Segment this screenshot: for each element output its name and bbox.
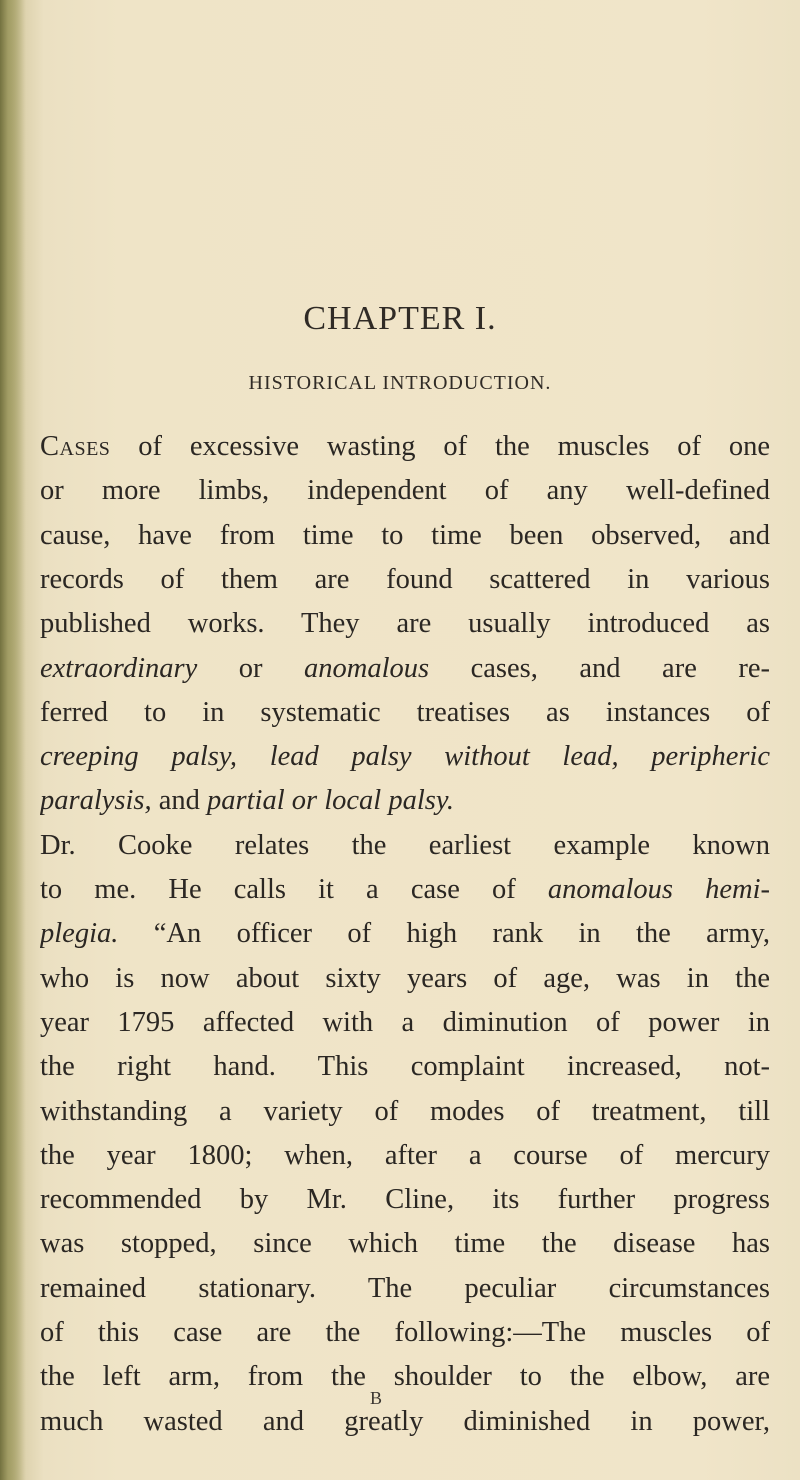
text-span: who is now about sixty years of age, was in the [40,962,770,994]
text-line [40,1001,770,1045]
text-line [40,1222,770,1266]
text-span: ferred to in systematic treatises as instances of [40,696,770,728]
text-line [40,779,770,823]
text-span: plegia. [40,918,119,950]
text-span: anomalous [304,652,430,684]
text-span: much wasted and greatly diminished in power, [40,1405,770,1437]
text-line [40,558,770,602]
text-span: cause, have from time to time been observed, and [40,519,770,551]
text-span: and [151,785,208,817]
text-span: paralysis, [40,785,152,817]
text-span: or [197,652,305,684]
text-line [40,425,770,469]
text-span: anomalous hemi- [547,874,770,905]
text-span: Dr. Cooke relates the earliest example known [40,829,770,861]
text-span: remained stationary. The peculiar circumstances [40,1272,770,1304]
text-span: to me. He calls it a case of [40,874,548,905]
text-line [40,1045,770,1089]
text-span: was stopped, since which time the disease has [40,1228,770,1260]
text-line [40,647,770,691]
text-span: of this case are the following:—The muscles of [40,1317,770,1348]
text-span: “An officer of high rank in the army, [118,918,770,950]
text-span: cases, and are re- [429,652,770,684]
text-line [40,868,770,912]
text-span: extraordinary [40,652,198,684]
text-span: the right hand. This complaint increased, not- [40,1051,770,1083]
text-span: published works. They are usually introduced as [40,608,770,640]
text-span: year 1795 affected with a diminution of power in [40,1006,770,1038]
text-span: partial or local palsy. [207,785,455,817]
text-span: recommended by Mr. Cline, its further progress [40,1184,770,1216]
text-line [40,1400,770,1444]
signature-mark: B [370,1388,383,1408]
text-line [40,1090,770,1134]
text-line [40,1178,770,1222]
text-span: withstanding a variety of modes of treatment, till [40,1095,770,1127]
page-gutter-shadow [0,0,26,1480]
text-line [40,735,770,779]
text-span: of excessive wasting of the muscles of one [110,431,770,462]
text-line [40,957,770,1001]
text-span: or more limbs, independent of any well-defined [40,475,770,507]
text-span: records of them are found scattered in various [40,563,770,595]
text-line [40,824,770,868]
text-span: the year 1800; when, after a course of mercury [40,1139,770,1171]
text-line [40,912,770,956]
section-heading: HISTORICAL INTRODUCTION. [248,372,552,394]
text-line [40,469,770,513]
text-span: the left arm, from the shoulder to the elbow, are [40,1361,770,1393]
text-span: Cases [40,431,111,462]
text-line [40,602,770,646]
text-line [40,1311,770,1355]
text-line [40,691,770,735]
text-span: creeping palsy, lead palsy without lead, peripheric [40,741,770,773]
text-line [40,1134,770,1178]
text-line [40,1267,770,1311]
text-line [40,1355,770,1399]
text-line [40,514,770,558]
chapter-heading: CHAPTER I. [303,300,497,337]
